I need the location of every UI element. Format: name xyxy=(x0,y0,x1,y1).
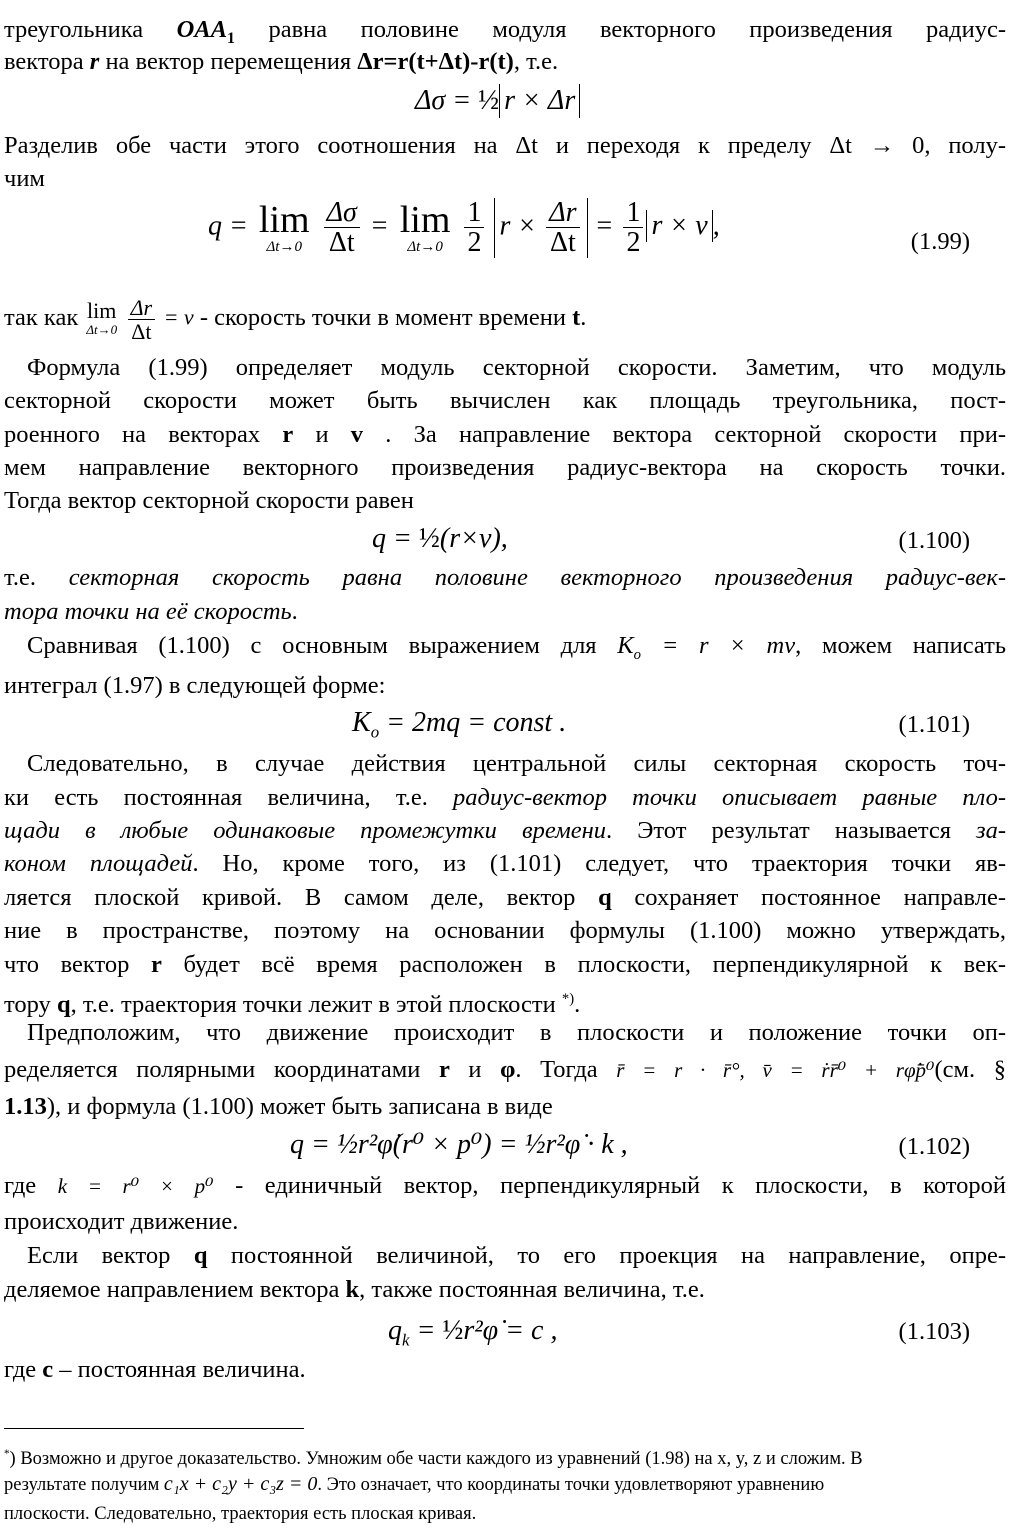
footnote-line: результате получим c₁x + c₂y + c₃z = 0. Это означает, что координаты точки удовлетворяют уравнению xyxy=(4,1473,825,1495)
text-line: т.е. секторная скорость равна половине векторного произведения радиус-век- xyxy=(4,564,1006,591)
text-line: коном площадей. Но, кроме того, из (1.101) следует, что траектория точки яв- xyxy=(4,850,1006,877)
text-line: Если вектор q постоянной величиной, то его проекция на направление, опре- xyxy=(27,1242,1006,1269)
text-line: секторной скорости может быть вычислен как площадь треугольника, пост- xyxy=(4,387,1006,414)
text-line: где k = r⁰ × p⁰ - единичный вектор, перпендикулярный к плоскости, в которой xyxy=(4,1172,1006,1199)
text-line: Разделив обе части этого соотношения на Δt и переходя к пределу Δt → 0, полу- xyxy=(4,132,1006,159)
equation-number: (1.103) xyxy=(898,1318,970,1345)
text-line: так как lim Δt→0 $\frac{\Delta r}{\Delta t}$ = v - скорость точки в момент времени t. xyxy=(4,294,587,344)
equation-1-103: $q_k$ = ½r²φ̇ = c , xyxy=(388,1315,558,1350)
text-line: тору q, т.е. траектория точки лежит в этой плоскости *). xyxy=(4,991,581,1019)
text-line: что вектор r будет всё время расположен в плоскости, перпендикулярной к век- xyxy=(4,951,1006,978)
footnote-divider xyxy=(4,1428,304,1429)
text-line: ки есть постоянная величина, т.е. радиус-вектор точки описывает равные пло- xyxy=(4,784,1006,811)
equation-number: (1.102) xyxy=(898,1133,970,1160)
text-line: роенного на векторах r и v . За направление вектора секторной скорости при- xyxy=(4,421,1006,448)
text-line: треугольника $OAA_1$ равна половине модуля векторного произведения радиус- xyxy=(4,16,1006,47)
text-line: происходит движение. xyxy=(4,1208,239,1235)
text-line: где c – постоянная величина. xyxy=(4,1356,306,1383)
text-line: ляется плоской кривой. В самом деле, вектор q сохраняет постоянное направле- xyxy=(4,884,1006,911)
equation-dsigma: Δσ = ½ r × Δr xyxy=(415,84,580,118)
text-line: чим xyxy=(4,165,45,192)
text-line: ние в пространстве, поэтому на основании формулы (1.100) можно утверждать, xyxy=(4,917,1006,944)
text-line: тора точки на её скорость. xyxy=(4,598,298,625)
text-line: Тогда вектор секторной скорости равен xyxy=(4,487,414,514)
equation-1-101: $K_o = 2mq$ = const . xyxy=(352,707,567,742)
text-line: Формула (1.99) определяет модуль секторной скорости. Заметим, что модуль xyxy=(27,354,1006,381)
text-line: Сравнивая (1.100) с основным выражением для $K_o = r$ × mv, можем написать xyxy=(27,632,1006,663)
text-line: Следовательно, в случае действия центральной силы секторная скорость точ- xyxy=(27,750,1006,777)
text-line: Предположим, что движение происходит в плоскости и положение точки оп- xyxy=(27,1019,1006,1046)
text-line: мем направление векторного произведения радиус-вектора на скорость точки. xyxy=(4,454,1006,481)
equation-number: (1.99) xyxy=(910,228,970,255)
text-line: деляемое направлением вектора k, также постоянная величина, т.е. xyxy=(4,1276,705,1303)
text-line: щади в любые одинаковые промежутки времени. Этот результат называется за- xyxy=(4,817,1006,844)
text-line: 1.13), и формула (1.100) может быть записана в виде xyxy=(4,1093,553,1120)
text-line: вектора r на вектор перемещения Δr=r(t+Δt)-r(t), т.е. xyxy=(4,48,559,75)
text-line: интеграл (1.97) в следующей форме: xyxy=(4,672,386,699)
equation-1-100: q = ½(r×v), xyxy=(372,523,508,554)
text-line: ределяется полярными координатами r и φ. Тогда r̄ = r · r̄°, v̄ = ṙr̄⁰ + rφ̇p̄⁰(см. § xyxy=(4,1056,1006,1083)
footnote-line: плоскости. Следовательно, траектория есть плоская кривая. xyxy=(4,1504,477,1524)
footnote-line: *) Возможно и другое доказательство. Умножим обе части каждого из уравнений (1.98) на x, y, z и сложим. В xyxy=(4,1448,863,1470)
equation-number: (1.100) xyxy=(898,527,970,554)
equation-1-99: q = lim Δt→0 $\frac{\Delta\sigma}{\Delta t}$ = lim Δt→0 $\frac{1}{2}$ r × $\frac{\Delta r}{\Delta t}$ = $\frac{1}{2}$ r × v , xyxy=(208,197,720,259)
equation-number: (1.101) xyxy=(898,711,970,738)
equation-1-102: q = ½r²φ̇(r⁰ × p⁰) = ½r²φ̇ · k , xyxy=(290,1129,628,1160)
